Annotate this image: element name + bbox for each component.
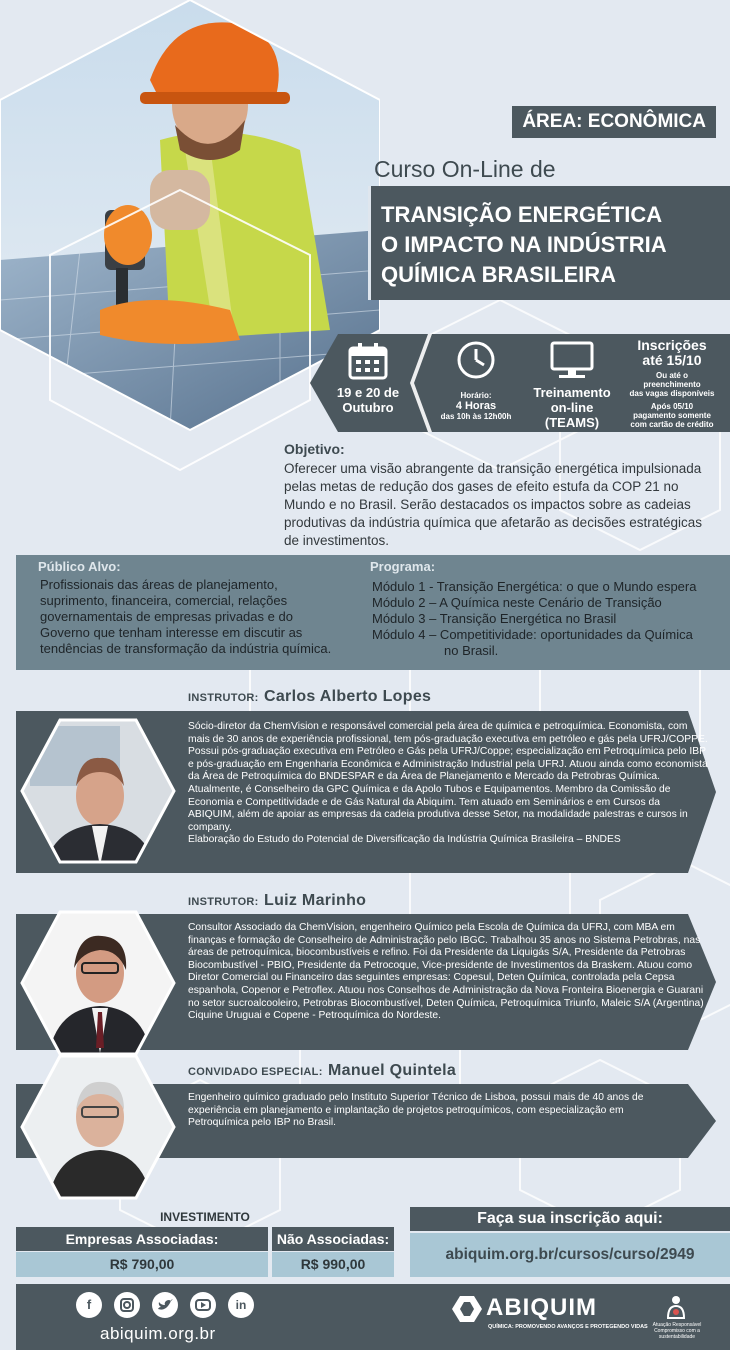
signup-note: Ou até o bbox=[655, 371, 688, 380]
investment-title: INVESTIMENTO bbox=[160, 1210, 250, 1224]
instructor-heading bbox=[188, 1062, 456, 1080]
clock-icon bbox=[456, 340, 496, 380]
info-date-line: 19 e 20 de bbox=[336, 385, 400, 400]
instructor-bio-text: Sócio-diretor da ChemVision e responsável comercial pela área de química e petroquímica. Economista, com mais de 30 anos de experiência profissional, tem pós-graduação executiva em petróleo e gás pela UFRJ/COPPE. Possui pós-graduação executiva em Petróleo e Gás pela UFRJ/Coppe; especialização em Petroquímica pelo IBP e pós-graduação em Engenharia Econômica e Administração Industrial pela UFRJ. Atuou ainda como economista da Área de Petroquímica do BNDESPAR e da Área de Planejamento e Mercado da Petrobras Química. Atualmente, é Conselheiro da GPC Química e da Apolo Tubos e Equipamentos. Membro da Comissão de Economia e Competitividade e de Gás Natural da Abiquim. Tem atuado em Seminários e em Cursos da ABIQUIM, além de apoiar as empresas da cadeia produtiva desse Setor, na modalidade palestras e cursos in company. bbox=[188, 721, 708, 833]
instructor-name: Luiz Marinho bbox=[264, 892, 367, 909]
course-title-line: O IMPACTO NA INDÚSTRIA bbox=[381, 232, 667, 257]
atuacao-responsavel-tagline bbox=[642, 1322, 712, 1340]
instructor-role: INSTRUTOR: bbox=[188, 896, 259, 908]
program-module: Módulo 4 – Competitividade: oportunidades da Química bbox=[372, 627, 693, 642]
program-module: Módulo 1 - Transição Energética: o que o Mundo espera bbox=[372, 579, 697, 594]
signup-note: preenchimento bbox=[643, 380, 701, 389]
instructor-heading bbox=[188, 892, 366, 910]
audience-label: Público Alvo: bbox=[38, 559, 121, 574]
facebook-icon[interactable]: f bbox=[76, 1292, 102, 1318]
ar-tag-line: Atuação Responsável bbox=[652, 1322, 702, 1328]
instructor-bio bbox=[188, 922, 708, 1023]
training-line: on-line bbox=[550, 400, 594, 415]
associated-price: R$ 790,00 bbox=[16, 1252, 268, 1277]
abiquim-tagline: QUÍMICA: PROMOVENDO AVANÇOS E PROTEGENDO VIDAS bbox=[488, 1324, 648, 1330]
calendar-icon bbox=[348, 342, 388, 380]
instructor-heading bbox=[188, 688, 431, 706]
program-module: Módulo 3 – Transição Energética no Brasil bbox=[372, 611, 617, 626]
signup-title: Faça sua inscrição aqui: bbox=[410, 1207, 730, 1231]
time-label: Horário: bbox=[460, 391, 492, 400]
signup-deadline-line: até 15/10 bbox=[642, 352, 702, 368]
twitter-icon[interactable] bbox=[152, 1292, 178, 1318]
instructor-name: Carlos Alberto Lopes bbox=[264, 688, 432, 705]
footer bbox=[16, 1284, 730, 1350]
area-tag: ÁREA: ECONÔMICA bbox=[512, 106, 716, 138]
instructor-bio bbox=[188, 1092, 668, 1130]
objective-label: Objetivo: bbox=[284, 441, 345, 457]
course-title-line: TRANSIÇÃO ENERGÉTICA bbox=[381, 202, 663, 227]
instructor-role: CONVIDADO ESPECIAL: bbox=[188, 1066, 323, 1078]
atuacao-responsavel-icon bbox=[664, 1294, 688, 1320]
linkedin-icon[interactable]: in bbox=[228, 1292, 254, 1318]
instructor-bio bbox=[188, 721, 708, 847]
program-module: no Brasil. bbox=[444, 643, 499, 658]
program-label: Programa: bbox=[370, 559, 436, 574]
signup-link[interactable]: abiquim.org.br/cursos/curso/2949 bbox=[410, 1233, 730, 1277]
signup-note: Após 05/10 bbox=[650, 402, 694, 411]
course-title-line: QUÍMICA BRASILEIRA bbox=[381, 262, 617, 287]
instagram-icon[interactable] bbox=[114, 1292, 140, 1318]
instructor-portrait bbox=[20, 716, 176, 866]
instructor-bio-text: Engenheiro químico graduado pelo Instituto Superior Técnico de Lisboa, possui mais de 40 anos de experiência em planejamento e implantação de projetos petroquímicos, com especialização em Petroquímica pelo IBP no Brasil. bbox=[188, 1092, 644, 1129]
instructor-name: Manuel Quintela bbox=[328, 1062, 457, 1079]
instructor-bio-extra: Elaboração do Estudo do Potencial de Diversificação da Indústria Química Brasileira – BNDES bbox=[188, 834, 621, 846]
program-module: Módulo 2 – A Química neste Cenário de Transição bbox=[372, 595, 662, 610]
associated-label: Empresas Associadas: bbox=[16, 1227, 268, 1251]
instructor-portrait bbox=[20, 1052, 176, 1202]
time-range: das 10h às 12h00h bbox=[440, 412, 512, 421]
instructor-role: INSTRUTOR: bbox=[188, 692, 259, 704]
youtube-icon[interactable] bbox=[190, 1292, 216, 1318]
info-date bbox=[330, 342, 406, 415]
audience-program-band bbox=[16, 555, 730, 670]
signup-note: das vagas disponíveis bbox=[629, 389, 715, 398]
instructor-bio-text: Consultor Associado da ChemVision, engenheiro Químico pela Escola de Química da UFRJ, com MBA em finanças e formação de Conselheiro de Administração pelo IBGC. Trabalhou 35 anos no Sistema Petrobras, nas áreas de petroquímica, biocombustíveis e refino. Foi da Presidente da Liquigás S/A, Presidente da Petrobras Biocombustível - PBIO, Presidente da Petrocoque, Vice-presidente de Investimentos da Braskem. Atuou como Diretor Comercial ou Financeiro das seguintes empresas: Copesul, Deten Química, controlada pela Cepsa espanhola, Copenor e Petroflex. Atuou nos Conselhos de Administração da Nova Fronteira Bioenergia e Guarani no setor sucroalcooleiro, Petrobras Biocombustível, Deten Química, Petroquímica Triunfo, Maleic S/A (Argentina) Ciquine Uruguai e Copene - Petroquímica do Nordeste. bbox=[188, 922, 704, 1022]
audience-text: Profissionais das áreas de planejamento, suprimento, financeira, comercial, relações governamentais de empresas privadas e do Governo que tenham interesse em discutir as tendências de transformação da indústria química. bbox=[40, 577, 332, 656]
signup-note: pagamento somente bbox=[633, 411, 711, 420]
non-associated-label: Não Associadas: bbox=[272, 1227, 394, 1251]
abiquim-logo-text: ABIQUIM bbox=[486, 1294, 597, 1321]
abiquim-logo-icon bbox=[452, 1296, 482, 1322]
training-line: Treinamento bbox=[533, 385, 611, 400]
time-hours: 4 Horas bbox=[455, 400, 497, 412]
monitor-icon bbox=[549, 340, 595, 380]
ar-tag-line: Compromisso com a sustentabilidade bbox=[654, 1328, 700, 1340]
footer-site[interactable]: abiquim.org.br bbox=[100, 1324, 216, 1343]
training-line: (TEAMS) bbox=[544, 415, 600, 430]
course-title-box bbox=[368, 186, 730, 300]
objective-text: Oferecer uma visão abrangente da transição energética impulsionada pelas metas de redução dos gases de efeito estufa da COP 21 no Mundo e no Brasil. Serão destacados os impactos sobre as cadeias produtivas da indústria química que afetarão as decisões estratégicas de investimentos. bbox=[284, 461, 702, 548]
course-pre-title: Curso On-Line de bbox=[374, 156, 556, 182]
instructor-portrait bbox=[20, 908, 176, 1058]
info-time bbox=[434, 340, 518, 421]
non-associated-price: R$ 990,00 bbox=[272, 1252, 394, 1277]
signup-deadline-line: Inscrições bbox=[637, 337, 707, 353]
info-training bbox=[526, 340, 618, 430]
info-signup-deadline bbox=[622, 338, 722, 429]
signup-note: com cartão de crédito bbox=[630, 420, 714, 429]
info-date-line: Outubro bbox=[342, 400, 394, 415]
